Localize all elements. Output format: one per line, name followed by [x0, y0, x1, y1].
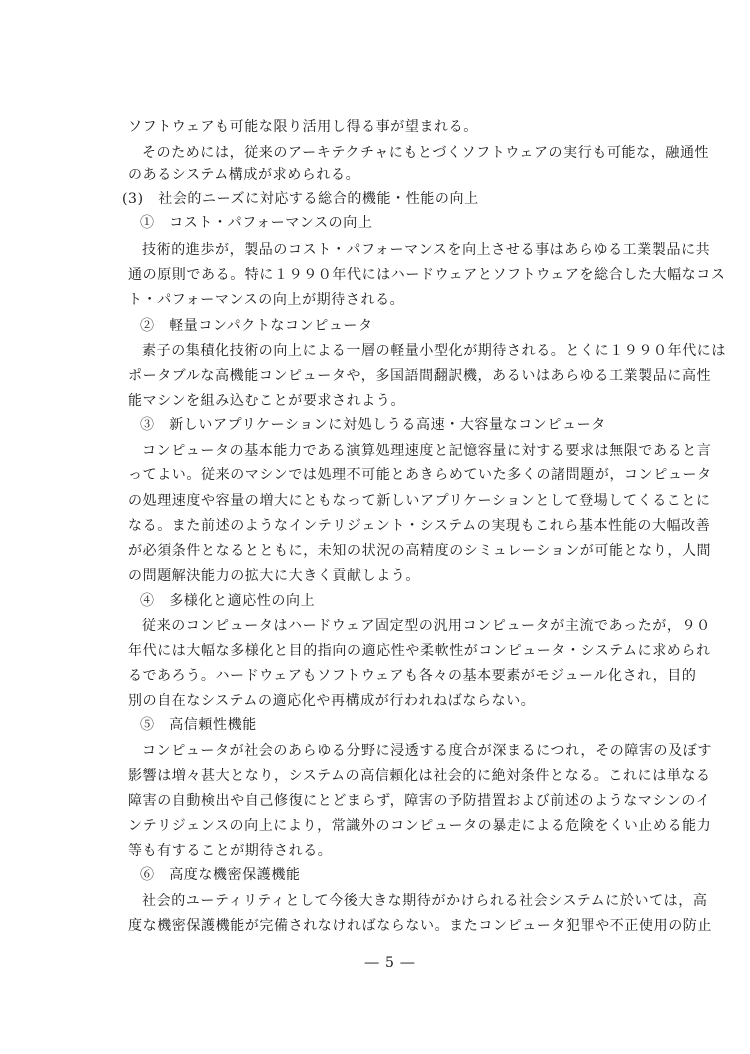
text-line: 社会的ユーティリティとして今後大きな期待がかけられる社会システムに於いては，高 [142, 893, 708, 909]
text-line: なる。また前述のようなインテリジェント・システムの実現もこれら基本性能の大幅改善 [128, 518, 711, 534]
text-line: ポータブルな高機能コンピュータや，多国語間翻訳機，あるいはあらゆる工業製品に高性 [128, 368, 712, 384]
text-line: 障害の自動検出や自己修復にとどまらず，障害の予防措置および前述のようなマシンのイ [128, 793, 711, 809]
text-line: 能マシンを組み込むことが要求されよう。 [128, 393, 406, 409]
subsection-heading: ③ 新しいアプリケーションに対処しうる高速・大容量なコンピュータ [140, 417, 606, 433]
text-line: ンテリジェンスの向上により，常識外のコンピュータの暴走による危険をくい止める能力 [128, 818, 712, 834]
text-line: 従来のコンピュータはハードウェア固定型の汎用コンピュータが主流であったが，９０ [142, 618, 711, 634]
section-heading: (3) 社会的ニーズに対応する総合的機能・性能の向上 [122, 191, 479, 207]
text-line: の問題解決能力の拡大に大きく貢献しよう。 [128, 568, 420, 584]
text-line: そのためには，従来のアーキテクチャにもとづくソフトウェアの実行も可能な，融通性 [142, 145, 710, 161]
text-line: 通の原則である。特に１９９０年代にはハードウェアとソフトウェアを総合した大幅なコス [128, 267, 726, 283]
text-line: 影響は増々甚大となり，システムの高信頼化は社会的に絶対条件となる。これには単なる [128, 768, 711, 784]
text-line: のあるシステム構成が求められる。 [128, 167, 361, 183]
text-line: ソフトウェアも可能な限り活用し得る事が望まれる。 [128, 119, 478, 135]
text-line: るであろう。ハードウェアもソフトウェアも各々の基本要素がモジュール化され，目的 [128, 668, 697, 684]
text-line: の処理速度や容量の増大にともなって新しいアプリケーションとして登場してくることに [128, 493, 711, 509]
text-line: ト・パフォーマンスの向上が期待される。 [128, 292, 405, 308]
subsection-heading: ② 軽量コンパクトなコンピュータ [140, 318, 373, 334]
text-line: 技術的進歩が，製品のコスト・パフォーマンスを向上させる事はあらゆる工業製品に共 [142, 242, 711, 258]
text-line: コンピュータが社会のあらゆる分野に浸透する度合が深まるにつれ，その障害の及ぼす [142, 743, 712, 759]
page-number: ― 5 ― [364, 955, 416, 971]
text-line: コンピュータの基本能力である演算処理速度と記憶容量に対する要求は無限であると言 [142, 443, 712, 459]
text-line: 度な機密保護機能が完備されなければならない。またコンピュータ犯罪や不正使用の防止 [128, 918, 712, 934]
text-line: が必須条件となるとともに，未知の状況の高精度のシミュレーションが可能となり，人間 [128, 543, 712, 559]
text-line: 素子の集積化技術の向上による一層の軽量小型化が期待される。とくに１９９０年代には [142, 343, 726, 359]
text-line: 別の自在なシステムの適応化や再構成が行われねばならない。 [128, 693, 536, 709]
text-line: 年代には大幅な多様化と目的指向の適応性や柔軟性がコンピュータ・システムに求められ [128, 643, 711, 659]
subsection-heading: ⑤ 高信頼性機能 [140, 717, 257, 733]
text-line: 等も有することが期待される。 [128, 843, 333, 859]
subsection-heading: ⑥ 高度な機密保護機能 [140, 867, 301, 883]
subsection-heading: ① コスト・パフォーマンスの向上 [140, 215, 373, 231]
text-line: ってよい。従来のマシンでは処理不可能とあきらめていた多くの諸問題が，コンピュータ [128, 467, 712, 483]
subsection-heading: ④ 多様化と適応性の向上 [140, 593, 316, 609]
